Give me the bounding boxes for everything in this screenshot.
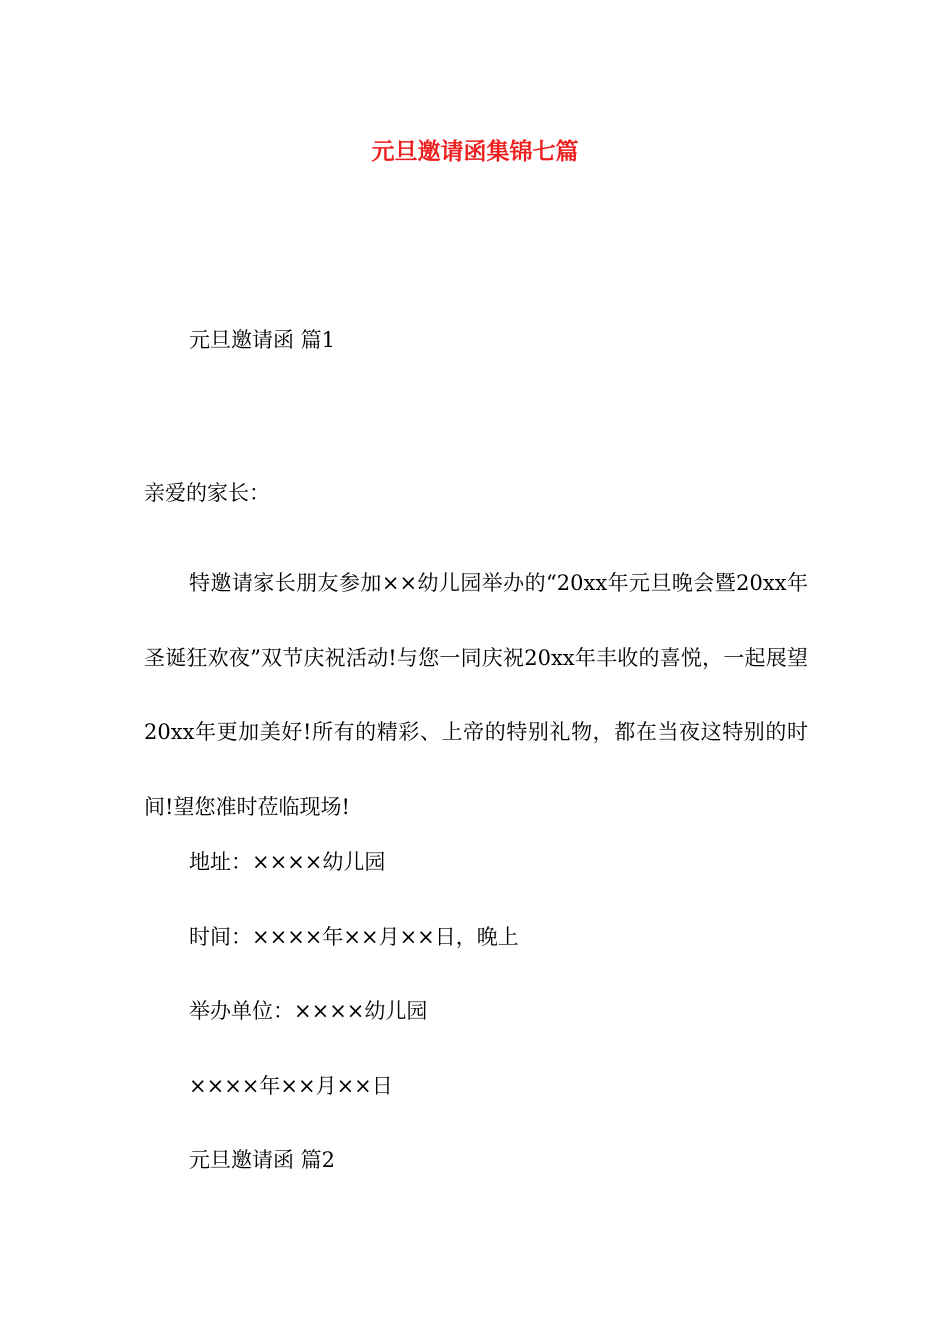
address-line: 地址：××××幼儿园 (189, 850, 386, 874)
time-line: 时间：××××年××月××日，晚上 (189, 925, 519, 949)
organizer-line: 举办单位：××××幼儿园 (189, 999, 428, 1023)
date-line: ××××年××月××日 (189, 1074, 393, 1098)
salutation: 亲爱的家长： (144, 481, 270, 505)
body-paragraph: 特邀请家长朋友参加××幼儿园举办的“20xx年元旦晚会暨20xx年圣诞狂欢夜”双节庆祝活动!与您一同庆祝20xx年丰收的喜悦，一起展望20xx年更加美好!所有的精彩、上帝的特别礼物，都在当夜这特别的时间!望您准时莅临现场! (144, 571, 808, 819)
section-heading-1: 元旦邀请函 篇1 (189, 328, 336, 352)
section-heading-2: 元旦邀请函 篇2 (189, 1148, 336, 1172)
document-title: 元旦邀请函集锦七篇 (371, 138, 579, 165)
